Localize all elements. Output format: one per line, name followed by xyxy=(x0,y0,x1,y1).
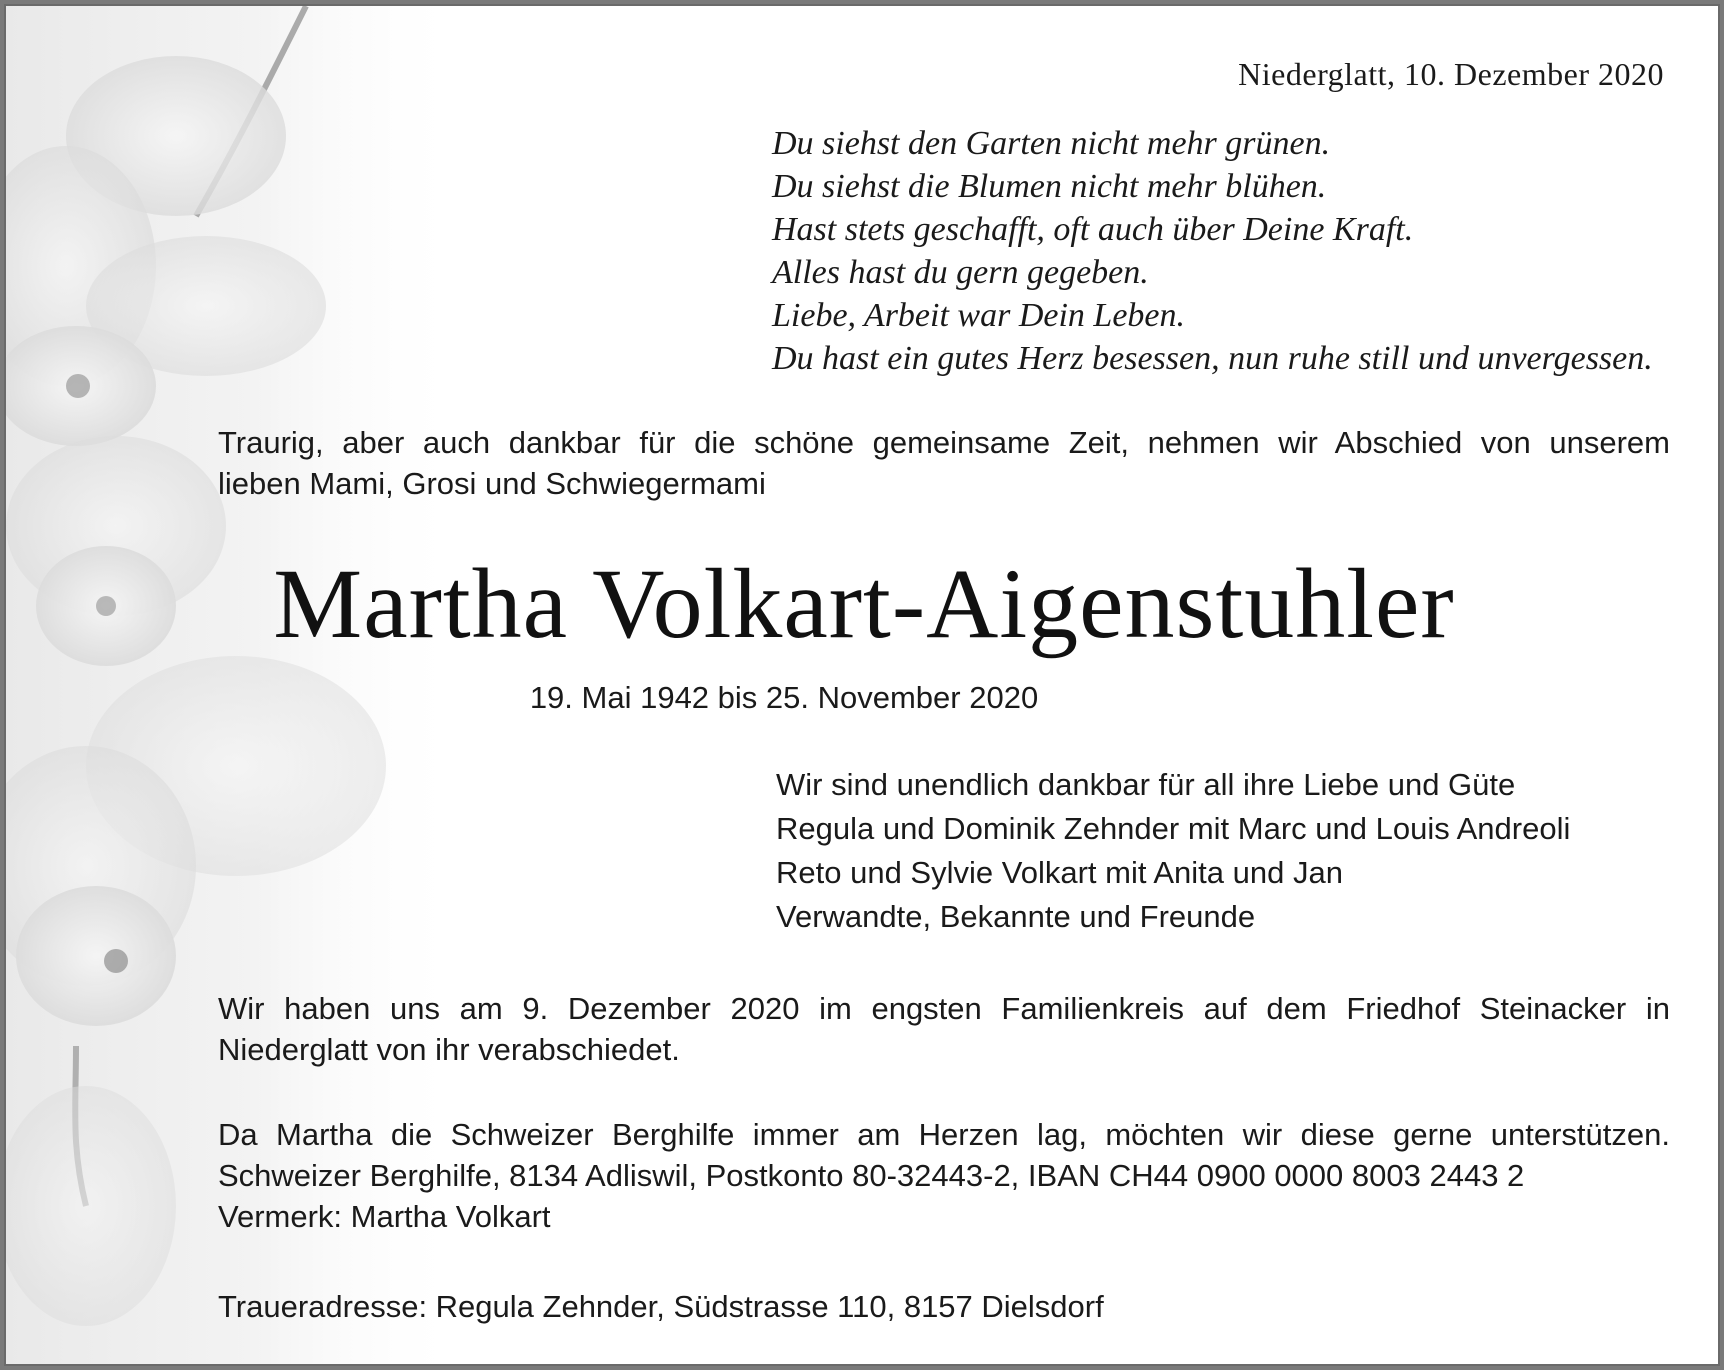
intro-paragraph xyxy=(218,422,1670,504)
poem xyxy=(772,122,1653,380)
family-member: Reto und Sylvie Volkart mit Anita und Jan xyxy=(776,855,1343,890)
place-and-date: Niederglatt, 10. Dezember 2020 xyxy=(1238,56,1664,92)
intro-line: lieben Mami, Grosi und Schwiegermami xyxy=(218,466,766,501)
donation-line: Vermerk: Martha Volkart xyxy=(218,1199,551,1234)
family-member: Verwandte, Bekannte und Freunde xyxy=(776,899,1256,934)
family-member: Regula und Dominik Zehnder mit Marc und Louis Andreoli xyxy=(776,811,1571,846)
intro-line: Traurig, aber auch dankbar für die schöne gemeinsame Zeit, nehmen wir Abschied von unserem xyxy=(218,425,1670,460)
deceased-name: Martha Volkart-Aigenstuhler xyxy=(273,548,1455,659)
family-block xyxy=(776,763,1570,939)
address-line: Traueradresse: Regula Zehnder, Südstrasse 110, 8157 Dielsdorf xyxy=(218,1289,1104,1324)
obituary-page xyxy=(4,4,1720,1366)
donation-line: Schweizer Berghilfe, 8134 Adliswil, Postkonto 80-32443-2, IBAN CH44 0900 0000 8003 2443 2 xyxy=(218,1158,1525,1193)
poem-line: Hast stets geschafft, oft auch über Deine Kraft. xyxy=(772,211,1414,248)
poem-line: Du hast ein gutes Herz besessen, nun ruhe still und unvergessen. xyxy=(772,340,1653,377)
poem-line: Alles hast du gern gegeben. xyxy=(772,254,1149,291)
poem-line: Du siehst den Garten nicht mehr grünen. xyxy=(772,125,1331,162)
farewell-line: Niederglatt von ihr verabschiedet. xyxy=(218,1032,680,1067)
mourning-address xyxy=(218,1286,1670,1327)
thanks-line: Wir sind unendlich dankbar für all ihre Liebe und Güte xyxy=(776,767,1516,802)
farewell-line: Wir haben uns am 9. Dezember 2020 im engsten Familienkreis auf dem Friedhof Steinacker in xyxy=(218,991,1670,1026)
farewell-paragraph xyxy=(218,988,1670,1070)
life-dates: 19. Mai 1942 bis 25. November 2020 xyxy=(529,680,1039,715)
donation-line: Da Martha die Schweizer Berghilfe immer am Herzen lag, möchten wir diese gerne unterstützen. xyxy=(218,1117,1670,1152)
donation-paragraph xyxy=(218,1114,1670,1237)
poem-line: Liebe, Arbeit war Dein Leben. xyxy=(772,297,1185,334)
poem-line: Du siehst die Blumen nicht mehr blühen. xyxy=(772,168,1327,205)
